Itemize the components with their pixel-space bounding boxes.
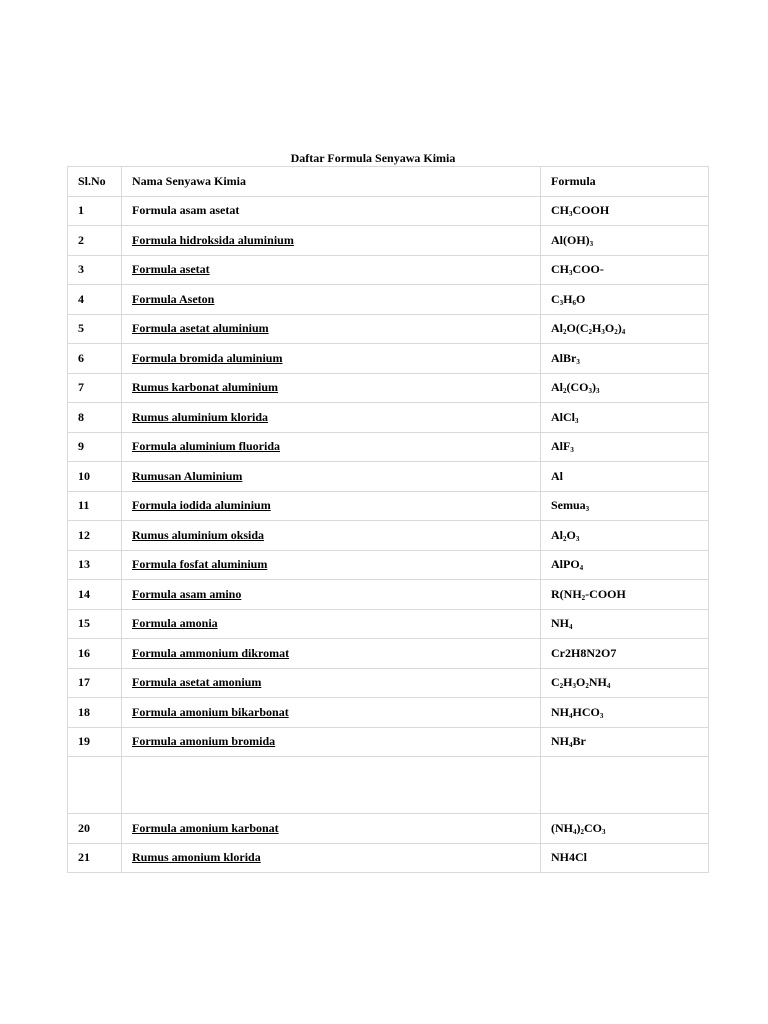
formula-cell: $R(NH_2$-COOH	[541, 580, 709, 610]
compound-link[interactable]: Formula asetat amonium	[132, 675, 262, 690]
compound-name-cell	[122, 843, 541, 873]
formula-cell: $NH_4$	[541, 609, 709, 639]
formula-cell: AlF$_3$	[541, 432, 709, 462]
header-name: Nama Senyawa Kimia	[122, 167, 541, 197]
formula-cell	[541, 757, 709, 814]
row-number: 9	[68, 432, 122, 462]
compound-name-cell	[122, 609, 541, 639]
table-row	[68, 550, 709, 580]
formula-cell: $Al_2O(C_2H_3O_2)_4$	[541, 314, 709, 344]
compound-name-cell	[122, 462, 541, 492]
row-number: 20	[68, 814, 122, 844]
table-row	[68, 757, 709, 814]
compound-name-cell	[122, 757, 541, 814]
row-number: 15	[68, 609, 122, 639]
compound-link[interactable]: Formula fosfat aluminium	[132, 557, 268, 572]
compound-name-cell	[122, 521, 541, 551]
table-row	[68, 843, 709, 873]
row-number: 16	[68, 639, 122, 669]
compound-link[interactable]: Formula hidroksida aluminium	[132, 232, 294, 247]
formula-cell: AlPO$_4$	[541, 550, 709, 580]
table-row	[68, 609, 709, 639]
formula-cell: AlBr$_3$	[541, 344, 709, 374]
formula-cell: Al	[541, 462, 709, 492]
compound-link[interactable]: Rumus amonium klorida	[132, 850, 261, 865]
table-row	[68, 344, 709, 374]
formula-cell: $C_2H_3O_2NH_4$	[541, 668, 709, 698]
compound-name-cell	[122, 550, 541, 580]
header-slno: Sl.No	[68, 167, 122, 197]
table-row	[68, 814, 709, 844]
compound-name-cell	[122, 403, 541, 433]
formula-cell: $Al(OH)_3$	[541, 226, 709, 256]
row-number: 21	[68, 843, 122, 873]
header-formula: Formula	[541, 167, 709, 197]
compound-link[interactable]: Formula asetat aluminium	[132, 321, 269, 336]
compound-name-cell	[122, 698, 541, 728]
table-row	[68, 373, 709, 403]
table-header-row	[68, 167, 709, 197]
table-row	[68, 727, 709, 757]
table-row	[68, 196, 709, 226]
table-row	[68, 639, 709, 669]
row-number: 1	[68, 196, 122, 226]
formula-cell: $NH_4HCO_3$	[541, 698, 709, 728]
row-number: 19	[68, 727, 122, 757]
table-row	[68, 521, 709, 551]
compound-link[interactable]: Formula amonia	[132, 616, 218, 631]
row-number	[68, 757, 122, 814]
table-row	[68, 314, 709, 344]
row-number: 10	[68, 462, 122, 492]
compound-link[interactable]: Formula amonium karbonat	[132, 820, 279, 835]
row-number: 8	[68, 403, 122, 433]
row-number: 5	[68, 314, 122, 344]
row-number: 6	[68, 344, 122, 374]
compound-link[interactable]: Formula aluminium fluorida	[132, 439, 281, 454]
formula-cell: Semua$_3$	[541, 491, 709, 521]
compound-table	[67, 166, 709, 873]
compound-name-cell	[122, 314, 541, 344]
compound-name-cell	[122, 373, 541, 403]
row-number: 2	[68, 226, 122, 256]
compound-link[interactable]: Formula ammonium dikromat	[132, 645, 290, 660]
page-title: Daftar Formula Senyawa Kimia	[290, 151, 456, 165]
table-row	[68, 285, 709, 315]
row-number: 11	[68, 491, 122, 521]
table-row	[68, 432, 709, 462]
compound-link[interactable]: Formula Aseton	[132, 291, 215, 306]
row-number: 18	[68, 698, 122, 728]
compound-link[interactable]: Rumusan Aluminium	[132, 468, 243, 483]
compound-link[interactable]: Formula amonium bikarbonat	[132, 704, 289, 719]
formula-cell: $CH_3COO-$	[541, 255, 709, 285]
compound-name: Formula asam asetat	[132, 203, 240, 218]
table-row	[68, 226, 709, 256]
formula-cell: $CH_3COOH$	[541, 196, 709, 226]
compound-name-cell	[122, 727, 541, 757]
row-number: 13	[68, 550, 122, 580]
table-row	[68, 403, 709, 433]
compound-name-cell	[122, 668, 541, 698]
formula-cell: AlCl$_3$	[541, 403, 709, 433]
table-row	[68, 580, 709, 610]
formula-cell: $(NH_4)_2CO_3$	[541, 814, 709, 844]
table-row	[68, 491, 709, 521]
compound-name-cell	[122, 580, 541, 610]
compound-link[interactable]: Formula iodida aluminium	[132, 498, 271, 513]
compound-link[interactable]: Formula bromida aluminium	[132, 350, 283, 365]
formula-cell: NH4Cl	[541, 843, 709, 873]
compound-link[interactable]: Rumus karbonat aluminium	[132, 380, 279, 395]
table-row	[68, 698, 709, 728]
row-number: 17	[68, 668, 122, 698]
compound-name-cell	[122, 255, 541, 285]
row-number: 4	[68, 285, 122, 315]
compound-link[interactable]: Rumus aluminium klorida	[132, 409, 269, 424]
formula-cell: Cr2H8N2O7	[541, 639, 709, 669]
row-number: 7	[68, 373, 122, 403]
formula-cell: $C_3H_6O$	[541, 285, 709, 315]
compound-link[interactable]: Formula amonium bromida	[132, 734, 276, 749]
formula-cell: $Al_2(CO_3)_3$	[541, 373, 709, 403]
compound-name-cell	[122, 491, 541, 521]
compound-name-cell	[122, 814, 541, 844]
table-row	[68, 668, 709, 698]
table-row	[68, 462, 709, 492]
formula-cell: $NH_4Br$	[541, 727, 709, 757]
compound-name-cell	[122, 196, 541, 226]
compound-name-cell	[122, 285, 541, 315]
compound-link[interactable]: Formula asam amino	[132, 586, 242, 601]
compound-link[interactable]: Formula asetat	[132, 262, 210, 277]
compound-name-cell	[122, 344, 541, 374]
compound-name-cell	[122, 226, 541, 256]
compound-name-cell	[122, 639, 541, 669]
compound-name-cell	[122, 432, 541, 462]
compound-link[interactable]: Rumus aluminium oksida	[132, 527, 265, 542]
row-number: 3	[68, 255, 122, 285]
formula-cell: $Al_2O_3$	[541, 521, 709, 551]
row-number: 12	[68, 521, 122, 551]
row-number: 14	[68, 580, 122, 610]
table-row	[68, 255, 709, 285]
